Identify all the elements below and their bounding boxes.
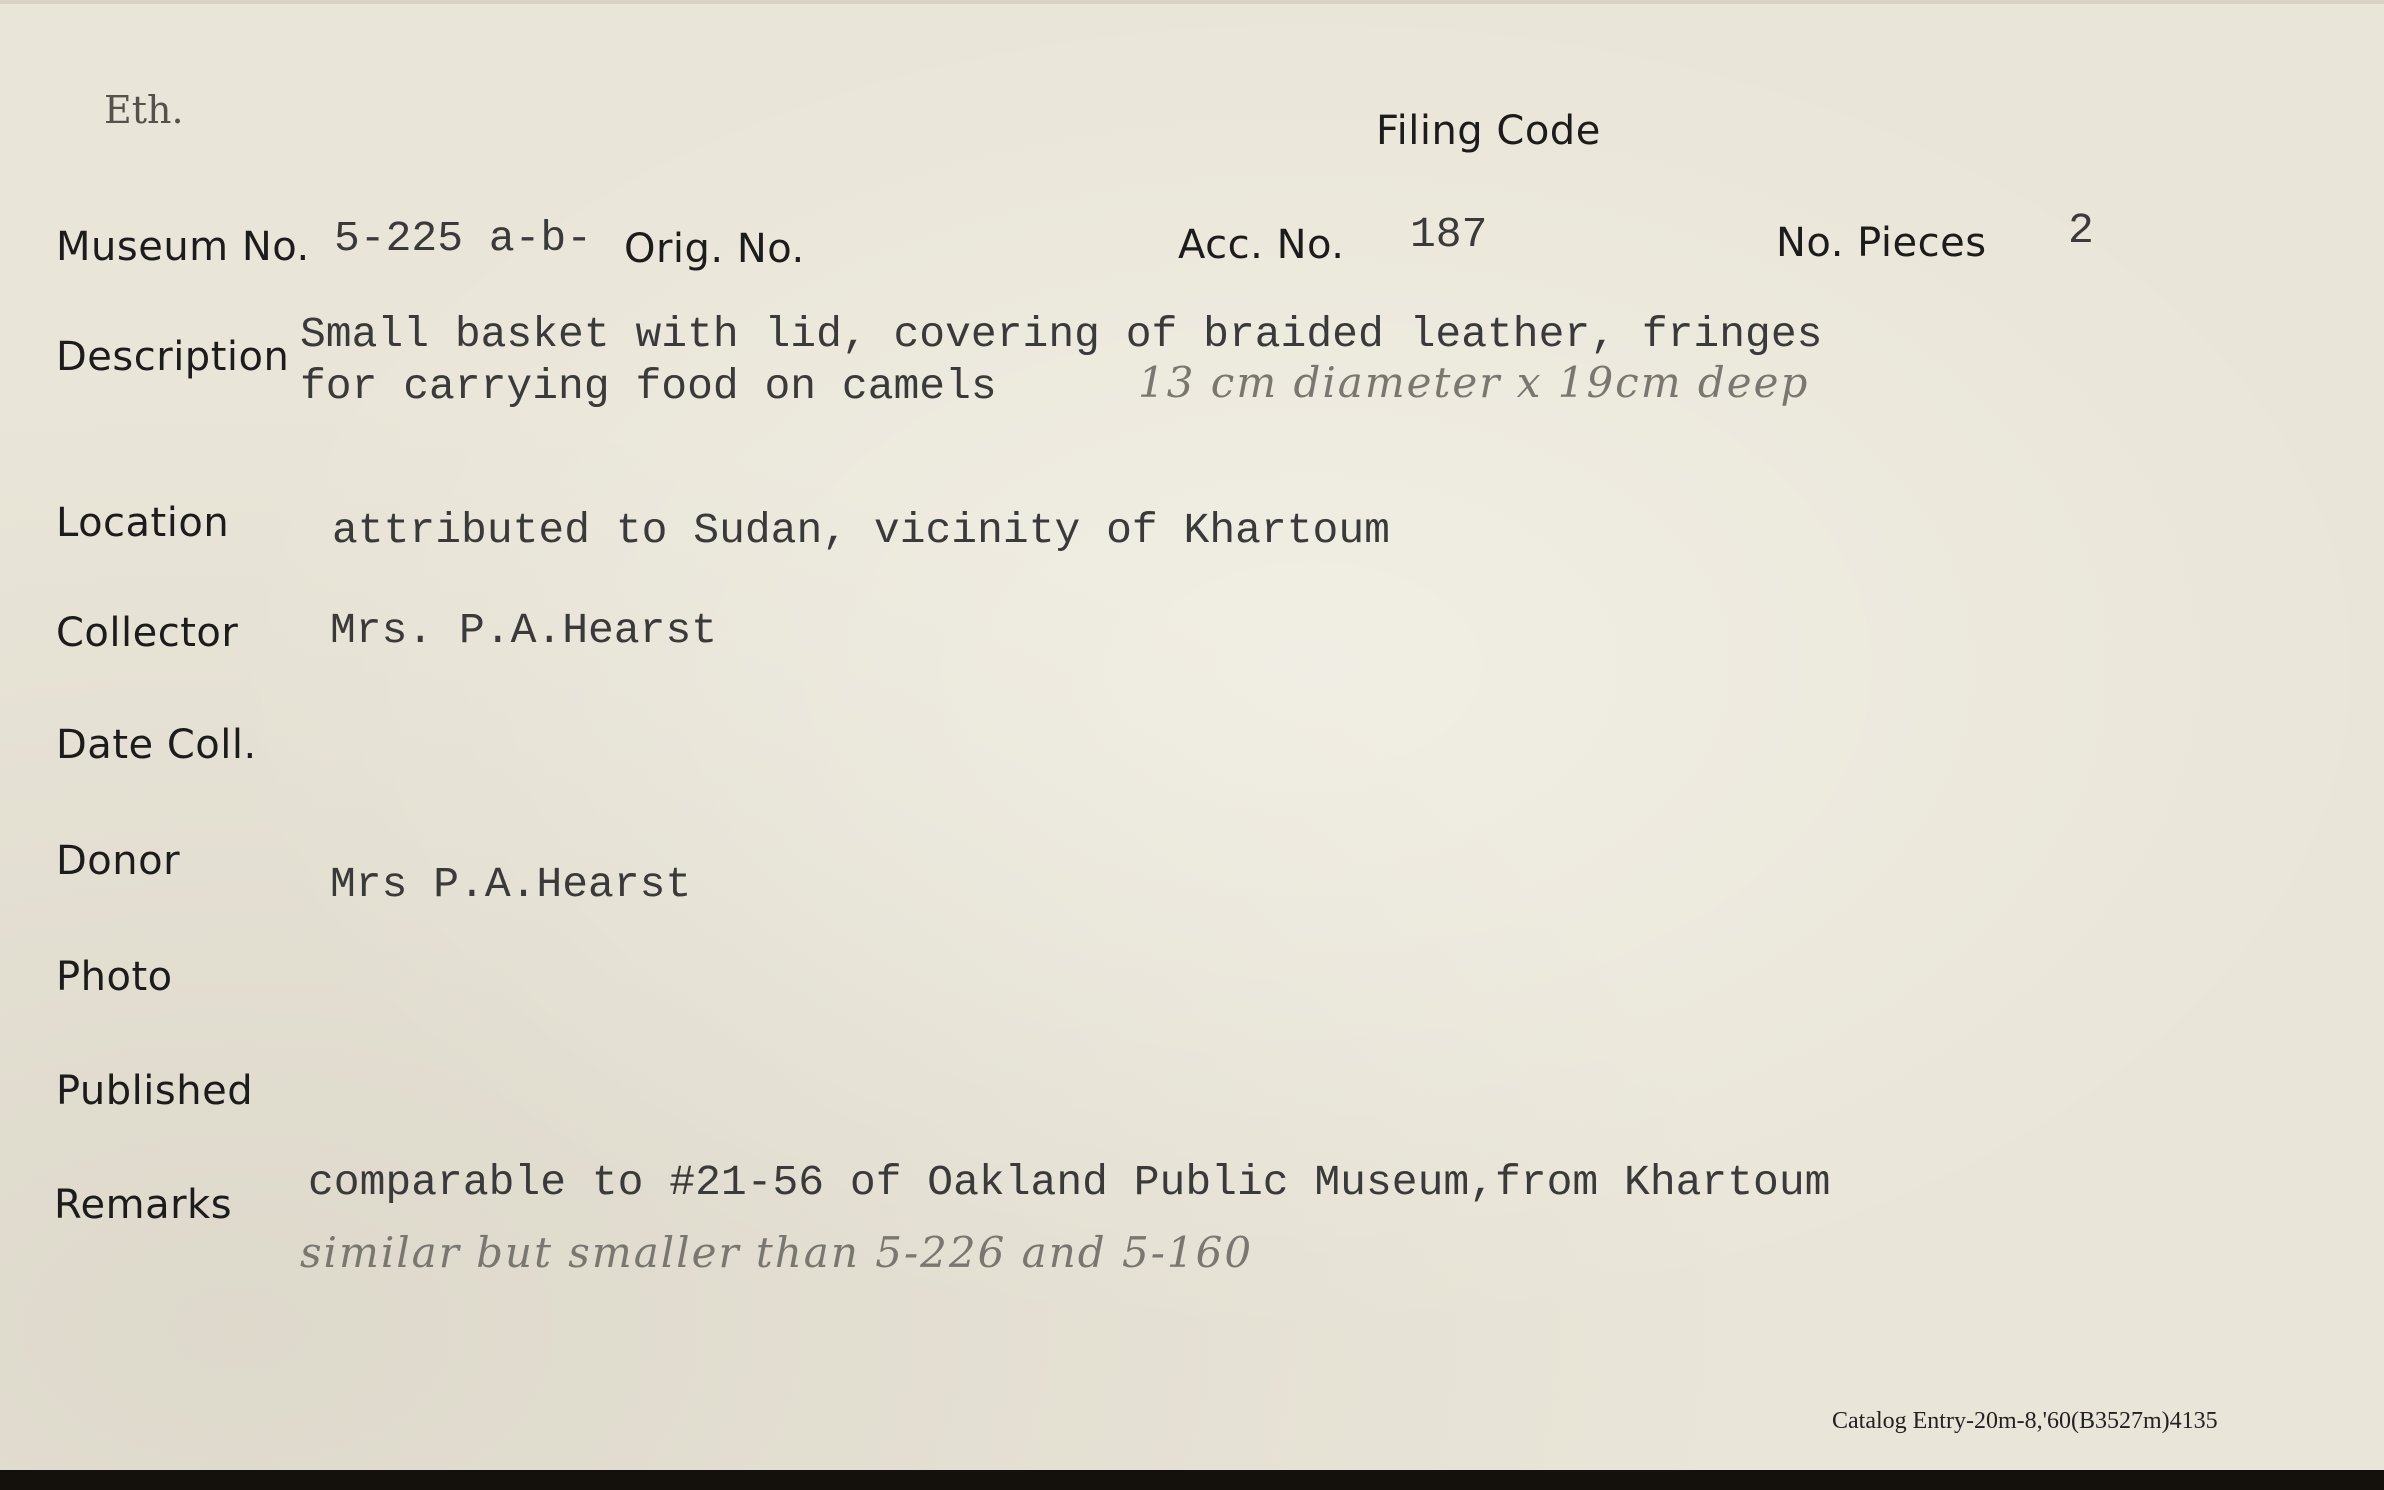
description-line-1: Small basket with lid, covering of braided leather, fringes	[300, 310, 1823, 359]
no-pieces-value: 2	[2068, 206, 2094, 255]
description-line-2: for carrying food on camels	[300, 362, 997, 411]
remarks-value: comparable to #21-56 of Oakland Public Museum,from Khartoum	[308, 1158, 1831, 1207]
orig-no-label: Orig. No.	[624, 226, 805, 272]
filing-code-label: Filing Code	[1376, 108, 1601, 154]
collector-value: Mrs. P.A.Hearst	[330, 606, 718, 655]
acc-no-value: 187	[1410, 210, 1488, 259]
museum-no-label: Museum No.	[56, 224, 310, 270]
location-value: attributed to Sudan, vicinity of Khartoum	[332, 506, 1390, 555]
donor-label: Donor	[56, 838, 181, 884]
published-label: Published	[56, 1068, 254, 1114]
remarks-handwritten-note: similar but smaller than 5-226 and 5-160	[300, 1228, 1254, 1277]
donor-value: Mrs P.A.Hearst	[330, 860, 692, 909]
department-label: Eth.	[104, 88, 184, 132]
collector-label: Collector	[56, 610, 239, 656]
photo-label: Photo	[56, 954, 173, 1000]
catalog-print-code: Catalog Entry-20m-8,'60(B3527m)4135	[1832, 1408, 2218, 1434]
description-label: Description	[56, 334, 290, 380]
remarks-label: Remarks	[54, 1182, 233, 1228]
date-coll-label: Date Coll.	[56, 722, 257, 768]
location-label: Location	[56, 500, 230, 546]
description-handwritten-dimensions: 13 cm diameter x 19cm deep	[1138, 358, 1810, 407]
card-bottom-edge	[0, 1470, 2384, 1490]
museum-no-value: 5-225 a-b-	[334, 214, 593, 263]
acc-no-label: Acc. No.	[1178, 222, 1345, 268]
no-pieces-label: No. Pieces	[1776, 220, 1987, 266]
